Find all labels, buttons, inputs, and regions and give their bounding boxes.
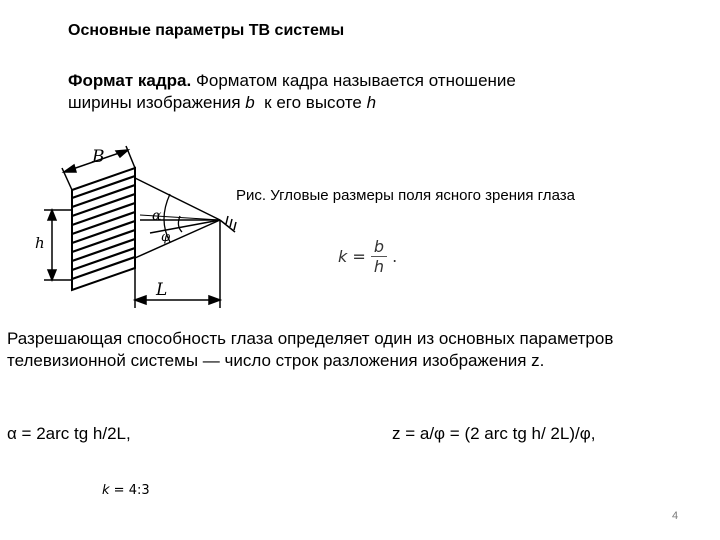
label-h: h — [35, 234, 45, 252]
eye-field-diagram — [30, 140, 245, 315]
format-definition — [68, 70, 628, 114]
term-label: Формат кадра. — [68, 71, 192, 90]
label-alpha: α — [152, 208, 162, 224]
eye-mark — [220, 216, 236, 232]
hatch-lines — [72, 176, 135, 279]
label-phi: φ — [161, 230, 171, 245]
slide-title: Основные параметры ТВ системы — [68, 22, 345, 39]
k-formula — [338, 237, 397, 276]
ratio-label: k — [102, 483, 110, 498]
resolution-paragraph: Разрешающая способность глаза определяет один из основных параметров телевизионной системы — число строк разложения изображения z. — [7, 329, 614, 370]
alpha-equation: α = 2arc tg h/2L, — [7, 424, 131, 443]
ratio-value: = 4:3 — [109, 483, 150, 498]
figure-caption: Рис. Угловые размеры поля ясного зрения глаза — [236, 187, 575, 204]
formula-lhs: k = — [338, 247, 366, 266]
label-l: L — [156, 280, 168, 300]
label-b: B — [92, 147, 105, 167]
fraction — [371, 237, 387, 276]
definition-text-2: ширины изображения — [68, 93, 246, 112]
formula-tail: . — [392, 247, 398, 266]
fraction-numerator: b — [373, 237, 385, 256]
page-number: 4 — [672, 510, 679, 522]
var-h: h — [366, 93, 377, 112]
fraction-denominator: h — [371, 256, 387, 276]
aspect-ratio — [102, 483, 150, 498]
definition-text-1: Форматом кадра называется отношение — [195, 71, 516, 90]
z-equation: z = a/φ = (2 arc tg h/ 2L)/φ, — [392, 424, 596, 443]
definition-text-3: к его высоте — [254, 93, 367, 112]
var-b: b — [245, 93, 255, 112]
